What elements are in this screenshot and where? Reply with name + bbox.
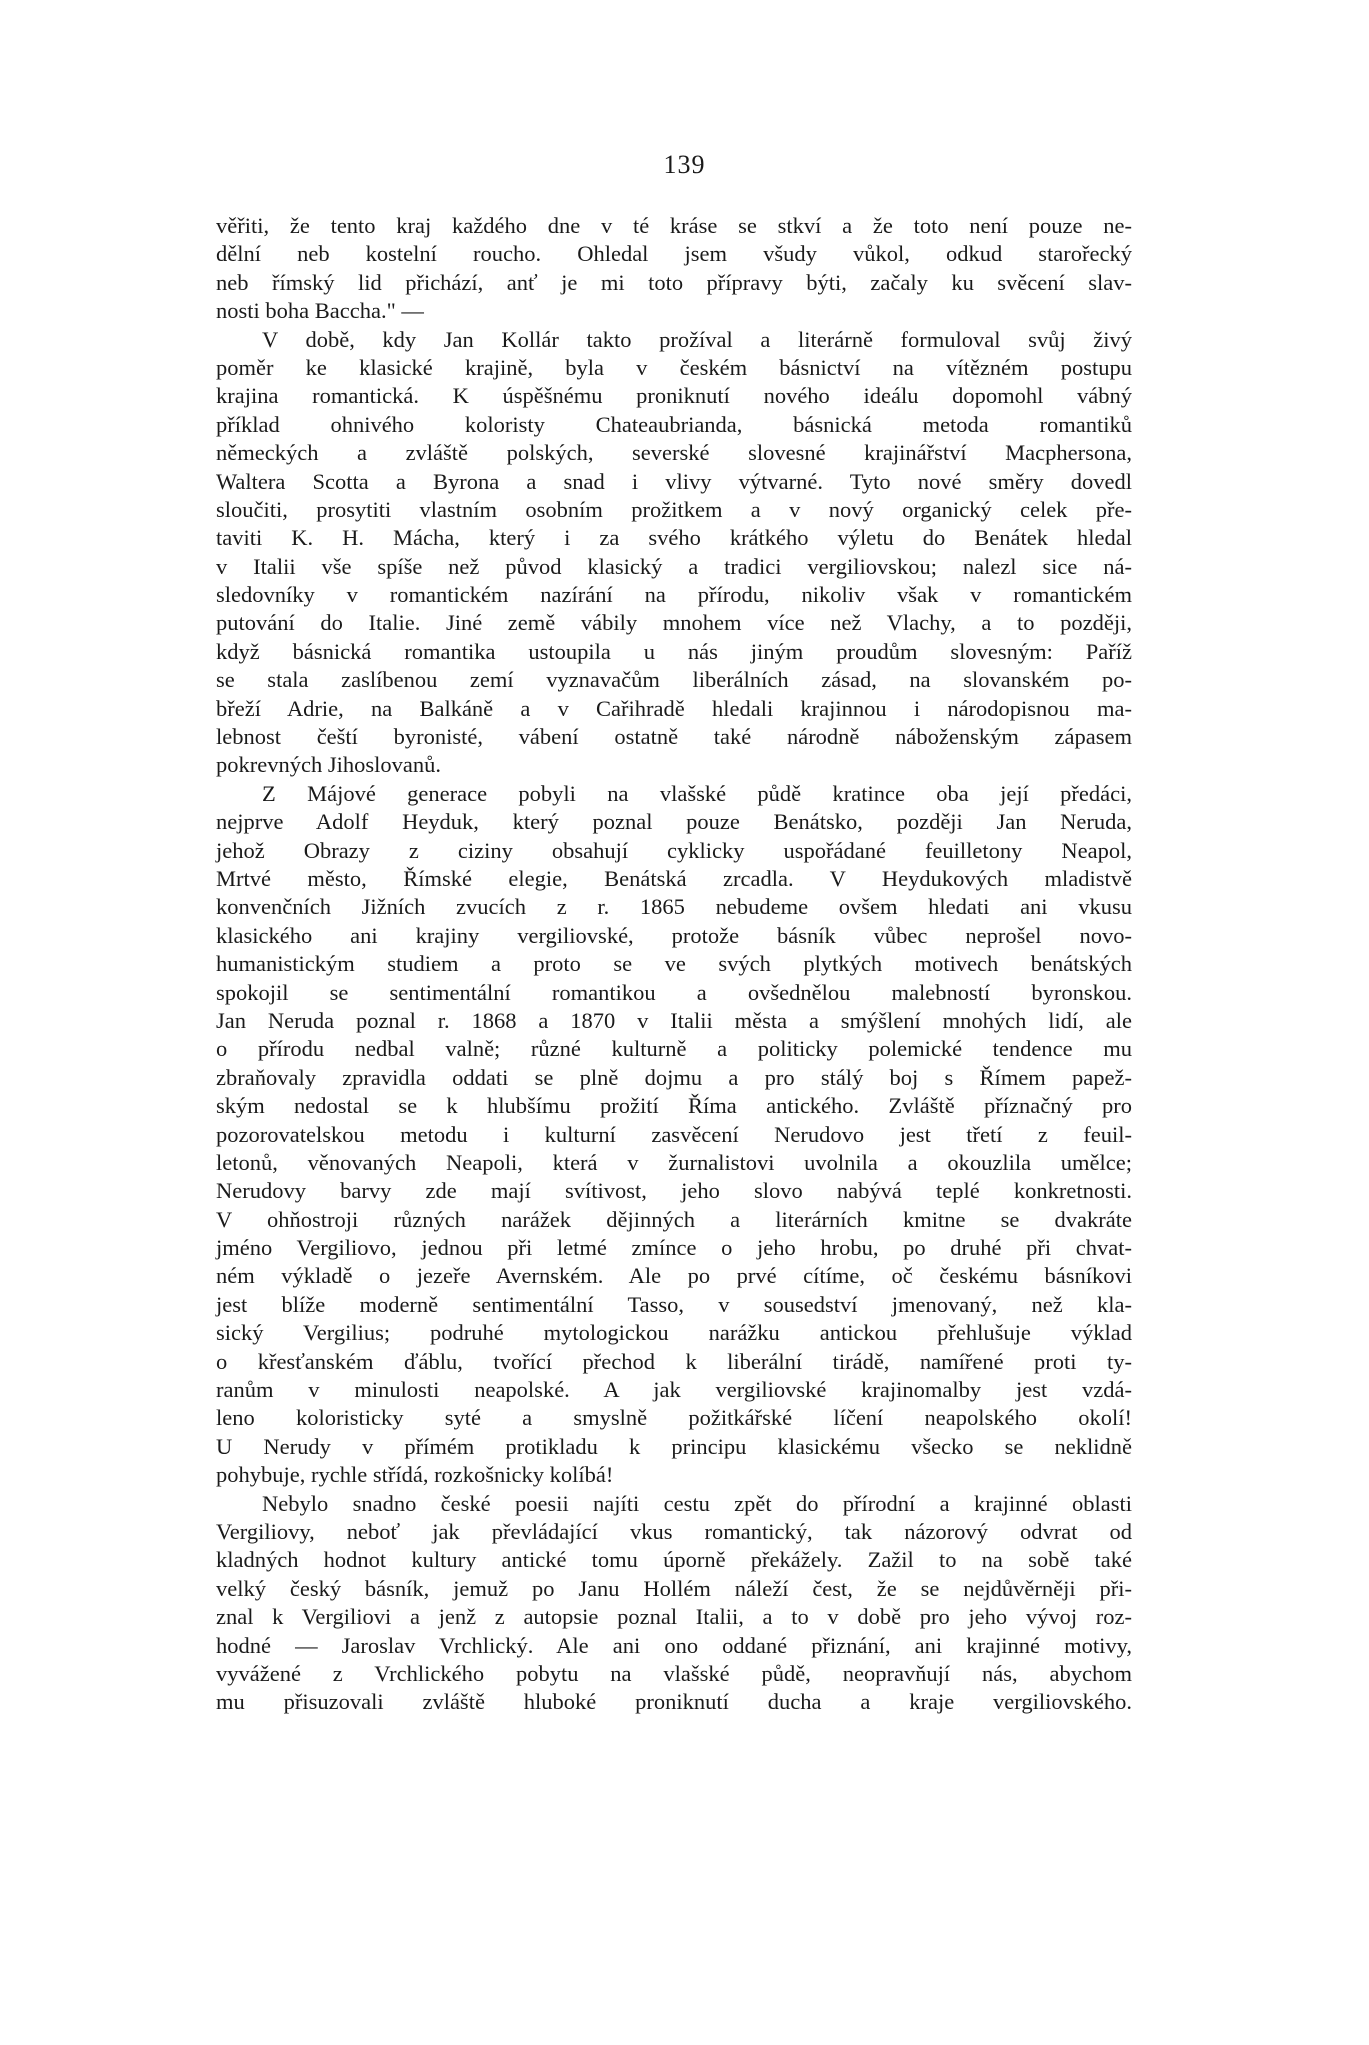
text-line: pohybuje, rychle střídá, rozkošnicky kolíbá! <box>216 1462 614 1488</box>
text-line: V ohňostroji různých narážek dějinných a literárních kmitne se dvakráte <box>216 1206 1132 1232</box>
text-line: taviti K. H. Mácha, který i za svého krátkého výletu do Benátek hledal <box>216 525 1132 551</box>
text-line: jméno Vergiliovo, jednou při letmé zmínce o jeho hrobu, po druhé při chvat- <box>216 1235 1132 1261</box>
text-line: U Nerudy v přímém protikladu k principu klasickému všecko se neklidně <box>216 1433 1132 1459</box>
body-text <box>216 212 1132 1717</box>
text-line: velký český básník, jemuž po Janu Hollém náleží čest, že se nejdůvěrněji při- <box>216 1575 1132 1601</box>
text-line: leno koloristicky syté a smyslně požitkářské líčení neapolského okolí! <box>216 1405 1132 1431</box>
text-line: neb římský lid přichází, anť je mi toto přípravy býti, začaly ku svěcení slav- <box>216 269 1132 295</box>
text-line: sický Vergilius; podruhé mytologickou narážku antickou přehlušuje výklad <box>216 1320 1132 1346</box>
text-line: Jan Neruda poznal r. 1868 a 1870 v Italii města a smýšlení mnohých lidí, ale <box>216 1007 1132 1033</box>
text-line: ném výkladě o jezeře Avernském. Ale po prvé cítíme, oč českému básníkovi <box>216 1263 1132 1289</box>
text-line: spokojil se sentimentální romantikou a ovšednělou malebností byronskou. <box>216 979 1132 1005</box>
text-line: sledovníky v romantickém nazírání na přírodu, nikoliv však v romantickém <box>216 582 1132 608</box>
text-line: putování do Italie. Jiné země vábily mnohem více než Vlachy, a to později, <box>216 610 1132 636</box>
text-line: Mrtvé město, Římské elegie, Benátská zrcadla. V Heydukových mladistvě <box>216 865 1132 891</box>
text-line: pozorovatelskou metodu i kulturní zasvěcení Nerudovo jest třetí z feuil- <box>216 1121 1132 1147</box>
text-line: dělní neb kostelní roucho. Ohledal jsem všudy vůkol, odkud starořecký <box>216 241 1132 267</box>
text-line: znal k Vergiliovi a jenž z autopsie poznal Italii, a to v době pro jeho vývoj roz- <box>216 1604 1132 1630</box>
text-line: kladných hodnot kultury antické tomu úporně překážely. Zažil to na sobě také <box>216 1547 1132 1573</box>
text-line: krajina romantická. K úspěšnému proniknutí nového ideálu dopomohl vábný <box>216 383 1132 409</box>
text-line: když básnická romantika ustoupila u nás jiným proudům slovesným: Paříž <box>216 638 1132 664</box>
text-line: v Italii vše spíše než původ klasický a tradici vergiliovskou; nalezl sice ná- <box>216 553 1132 579</box>
text-line: nejprve Adolf Heyduk, který poznal pouze Benátsko, později Jan Neruda, <box>216 809 1132 835</box>
text-line: poměr ke klasické krajině, byla v českém básnictví na vítězném postupu <box>216 354 1132 380</box>
text-line: pokrevných Jihoslovanů. <box>216 752 441 778</box>
text-line: břeží Adrie, na Balkáně a v Cařihradě hledali krajinnou i národopisnou ma- <box>216 695 1132 721</box>
text-line: o přírodu nedbal valně; různé kulturně a politicky polemické tendence mu <box>216 1036 1132 1062</box>
text-line: hodné — Jaroslav Vrchlický. Ale ani ono oddané přiznání, ani krajinné motivy, <box>216 1632 1132 1658</box>
page-number: 139 <box>663 150 706 179</box>
text-line: klasického ani krajiny vergiliovské, protože básník vůbec neprošel novo- <box>216 922 1132 948</box>
text-line: V době, kdy Jan Kollár takto prožíval a literárně formuloval svůj živý <box>262 326 1132 352</box>
text-line: Z Májové generace pobyli na vlašské půdě kratince oba její předáci, <box>262 780 1132 806</box>
text-line: příklad ohnivého koloristy Chateaubrianda, básnická metoda romantiků <box>216 411 1132 437</box>
text-line: Waltera Scotta a Byrona a snad i vlivy výtvarné. Tyto nové směry dovedl <box>216 468 1132 494</box>
text-line: o křesťanském ďáblu, tvořící přechod k liberální tirádě, namířené proti ty- <box>216 1348 1132 1374</box>
text-line: lebnost čeští byronisté, vábení ostatně také národně náboženským zápasem <box>216 724 1132 750</box>
text-line: se stala zaslíbenou zemí vyznavačům liberálních zásad, na slovanském po- <box>216 667 1132 693</box>
text-line: letonů, věnovaných Neapoli, která v žurnalistovi uvolnila a okouzlila umělce; <box>216 1149 1132 1175</box>
text-line: jehož Obrazy z ciziny obsahují cyklicky uspořádané feuilletony Neapol, <box>216 837 1132 863</box>
text-line: sloučiti, prosytiti vlastním osobním prožitkem a v nový organický celek pře- <box>216 496 1132 522</box>
text-line: Vergiliovy, neboť jak převládající vkus romantický, tak názorový odvrat od <box>216 1518 1132 1544</box>
text-line: humanistickým studiem a proto se ve svých plytkých motivech benátských <box>216 951 1132 977</box>
text-line: mu přisuzovali zvláště hluboké proniknutí ducha a kraje vergiliovského. <box>216 1689 1132 1715</box>
text-line: ranům v minulosti neapolské. A jak vergiliovské krajinomalby jest vzdá- <box>216 1377 1132 1403</box>
text-line: ským nedostal se k hlubšímu prožití Říma antického. Zvláště příznačný pro <box>216 1093 1132 1119</box>
text-line: německých a zvláště polských, severské slovesné krajinářství Macphersona, <box>216 440 1132 466</box>
text-line: Nerudovy barvy zde mají svítivost, jeho slovo nabývá teplé konkretnosti. <box>216 1178 1132 1204</box>
text-line: vyvážené z Vrchlického pobytu na vlašské půdě, neopravňují nás, abychom <box>216 1660 1132 1686</box>
text-line: konvenčních Jižních zvucích z r. 1865 nebudeme ovšem hledati ani vkusu <box>216 894 1132 920</box>
text-line: jest blíže moderně sentimentální Tasso, v sousedství jmenovaný, než kla- <box>216 1291 1132 1317</box>
text-line: věřiti, že tento kraj každého dne v té kráse se stkví a že toto není pouze ne- <box>216 213 1132 238</box>
text-line: Nebylo snadno české poesii najíti cestu zpět do přírodní a krajinné oblasti <box>262 1490 1132 1516</box>
text-line: zbraňovaly zpravidla oddati se plně dojmu a pro stálý boj s Římem papež- <box>216 1064 1132 1090</box>
text-line: nosti boha Baccha." — <box>216 298 424 324</box>
